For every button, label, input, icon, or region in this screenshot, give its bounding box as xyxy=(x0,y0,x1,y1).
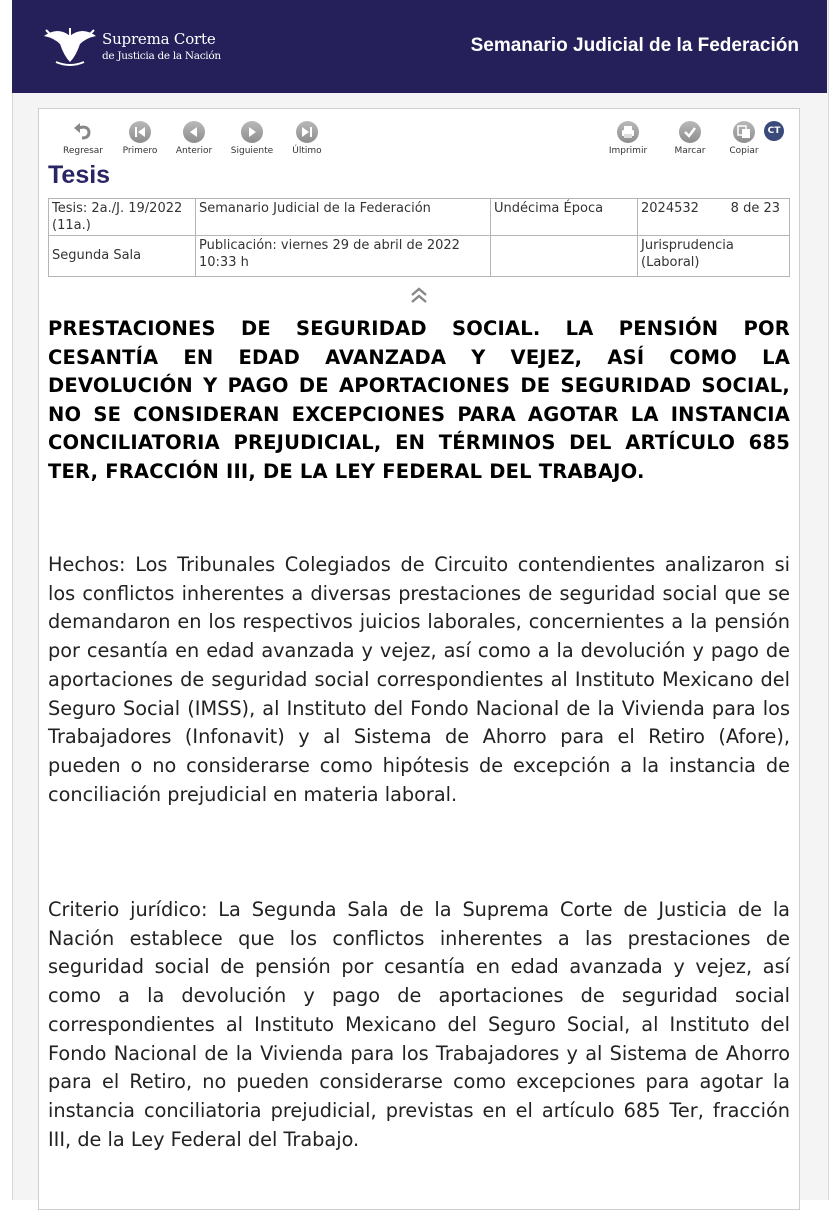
next-icon xyxy=(241,121,263,143)
last-page-icon xyxy=(296,121,318,143)
source-cell: Semanario Judicial de la Federación xyxy=(196,199,491,236)
copy-icon xyxy=(733,121,755,143)
next-label: Siguiente xyxy=(230,146,274,156)
registry-number: 2024532 xyxy=(641,201,699,216)
back-arrow-icon xyxy=(72,121,94,143)
ct-icon: CT xyxy=(764,121,784,141)
table-row xyxy=(49,199,790,236)
first-label: Primero xyxy=(122,146,158,156)
previous-icon xyxy=(183,121,205,143)
print-icon xyxy=(617,121,639,143)
ct-button[interactable] xyxy=(754,121,794,161)
last-button[interactable] xyxy=(277,119,337,159)
thesis-panel xyxy=(38,108,800,1210)
next-button[interactable] xyxy=(222,119,282,159)
chamber-cell: Segunda Sala xyxy=(49,236,196,277)
collapse-chevron-icon[interactable] xyxy=(409,285,429,309)
print-label: Imprimir xyxy=(608,146,648,156)
checkmark-icon xyxy=(679,121,701,143)
legal-criterion-paragraph: Criterio jurídico: La Segunda Sala de la Suprema Corte de Justicia de la Nación establece que los conflictos inherentes a las prestaciones de seguridad social de pensión por cesantía en edad avanzada y vejez, así como a la devolución y pago de aportaciones de seguridad social correspondientes al Instituto Mexicano del Seguro Social, al Instituto del Fondo Nacional de la Vivienda para los Trabajadores y al Sistema de Ahorro para el Retiro, no pueden considerarse como excepciones para agotar la instancia conciliatoria prejudicial, previstas en el artículo 685 Ter, fracción III, de la Ley Federal del Trabajo. xyxy=(48,898,790,1151)
copy-label: Copiar xyxy=(729,146,759,156)
previous-button[interactable] xyxy=(164,119,224,159)
previous-label: Anterior xyxy=(175,146,213,156)
page-indicator: 8 de 23 xyxy=(730,201,780,216)
table-row xyxy=(49,236,790,277)
scjn-logo[interactable] xyxy=(40,22,220,72)
thesis-type-cell: Jurisprudencia (Laboral) xyxy=(638,236,790,277)
mark-label: Marcar xyxy=(674,146,706,156)
last-label: Último xyxy=(292,146,322,156)
site-header xyxy=(12,0,827,93)
site-title: Semanario Judicial de la Federación xyxy=(470,35,799,56)
thesis-number-cell: Tesis: 2a./J. 19/2022 (11a.) xyxy=(49,199,196,236)
print-button[interactable] xyxy=(598,119,658,159)
page-title: Tesis xyxy=(48,161,111,189)
registry-cell xyxy=(638,199,790,236)
thesis-metadata-table xyxy=(48,198,790,277)
back-label: Regresar xyxy=(62,146,104,156)
toolbar xyxy=(39,109,799,161)
eagle-emblem-icon xyxy=(40,22,100,68)
logo-text-secondary: de Justicia de la Nación xyxy=(102,50,221,62)
back-button[interactable] xyxy=(53,119,113,159)
epoch-cell: Undécima Época xyxy=(491,199,638,236)
first-button[interactable] xyxy=(110,119,170,159)
publication-cell: Publicación: viernes 29 de abril de 2022 10:33 h xyxy=(196,236,491,277)
logo-text-primary: Suprema Corte xyxy=(102,30,216,48)
mark-button[interactable] xyxy=(660,119,720,159)
first-page-icon xyxy=(129,121,151,143)
thesis-heading: PRESTACIONES DE SEGURIDAD SOCIAL. LA PENSIÓN POR CESANTÍA EN EDAD AVANZADA Y VEJEZ, ASÍ COMO LA DEVOLUCIÓN Y PAGO DE APORTACIONES DE SEGURIDAD SOCIAL, NO SE CONSIDERAN EXCEPCIONES PARA AGOTAR LA INSTANCIA CONCILIATORIA PREJUDICIAL, EN TÉRMINOS DEL ARTÍCULO 685 TER, FRACCIÓN III, DE LA LEY FEDERAL DEL TRABAJO. xyxy=(48,317,790,483)
empty-cell xyxy=(491,236,638,277)
facts-paragraph: Hechos: Los Tribunales Colegiados de Circuito contendientes analizaron si los conflictos inherentes a diversas prestaciones de seguridad social que se demandaron en los respectivos juicios laborales, concernientes a la pensión por cesantía en edad avanzada y vejez, así como a la devolución y pago de aportaciones de seguridad social correspondientes al Instituto Mexicano del Seguro Social (IMSS), al Instituto del Fondo Nacional de la Vivienda para los Trabajadores (Infonavit) y al Sistema de Ahorro para el Retiro (Afore), pueden o no considerarse como hipótesis de excepción a la instancia de conciliación prejudicial en materia laboral. xyxy=(48,553,790,806)
